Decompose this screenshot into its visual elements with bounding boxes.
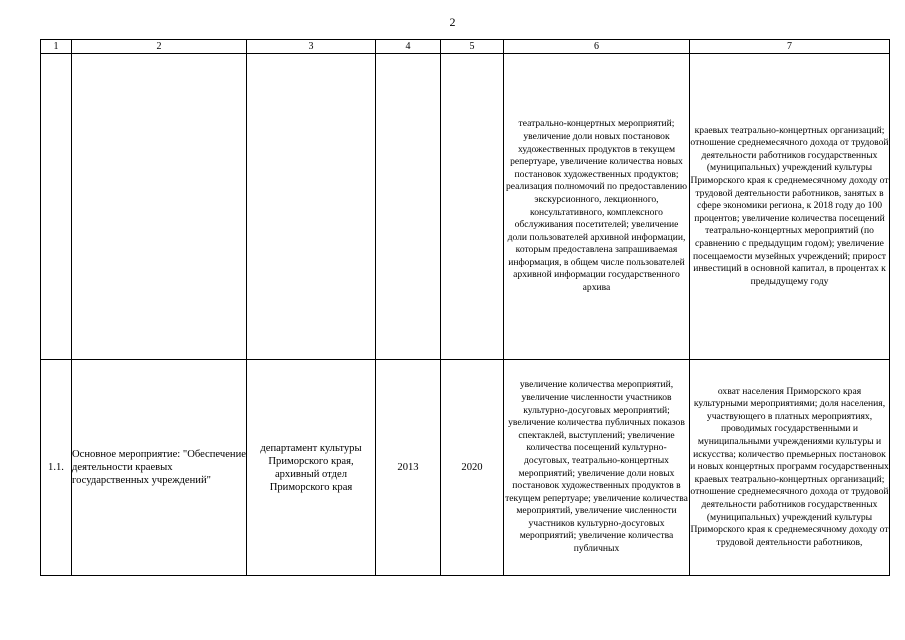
row2-start-year-cell: 2013: [376, 360, 441, 576]
row2-executor-cell: департамент культуры Приморского края, архивный отдел Приморского края: [247, 360, 376, 576]
table-row-1-1: [41, 360, 890, 576]
column-header-6: 6: [504, 40, 690, 54]
column-header-2: 2: [72, 40, 247, 54]
row1-col5-empty: [441, 54, 504, 360]
header-row: [41, 40, 890, 54]
column-header-5: 5: [441, 40, 504, 54]
row1-indicators-cell: краевых театрально-концертных организаций; отношение среднемесячного дохода от трудовой деятельности работников государственных (муниципальных) учреждений культуры Приморского края к среднемесячному доходу от трудовой деятельности работников, занятых в сфере экономики региона, к 2018 году до 100 процентов; увеличение количества посещений театрально-концертных мероприятий (по сравнению с предыдущим годом); увеличение посещаемости музейных учреждений; прирост инвестиций в основной капитал, в процентах к предыдущему году: [690, 54, 890, 360]
row1-col4-empty: [376, 54, 441, 360]
program-table: [40, 39, 890, 576]
row1-tasks-cell: театрально-концертных мероприятий; увеличение доли новых постановок художественных продуктов в текущем репертуаре, увеличение количества новых постановок художественных продуктов; реализация полномочий по предоставлению экскурсионного, лекционного, консультативного, комплексного обслуживания посетителей; увеличение доли пользователей архивной информации, которым предоставлена запрашиваемая информация, в общем числе пользователей архивной информации государственного архива: [504, 54, 690, 360]
row2-number-cell: 1.1.: [41, 360, 72, 576]
table-row-continuation: [41, 54, 890, 360]
column-header-3: 3: [247, 40, 376, 54]
row2-activity-name-cell: Основное мероприятие: "Обеспечение деятельности краевых государственных учреждений": [72, 360, 247, 576]
column-header-7: 7: [690, 40, 890, 54]
page-number: 2: [449, 15, 456, 29]
row1-col2-empty: [72, 54, 247, 360]
row1-col1-empty: [41, 54, 72, 360]
column-header-4: 4: [376, 40, 441, 54]
row1-col3-empty: [247, 54, 376, 360]
row2-end-year-cell: 2020: [441, 360, 504, 576]
row2-tasks-cell: увеличение количества мероприятий, увеличение численности участников культурно-досуговых мероприятий; увеличение количества публичных показов спектаклей, выступлений; увеличение количества посещений культурно-досуговых, театрально-концертных мероприятий; увеличение доли новых постановок художественных продуктов в текущем репертуаре; увеличение количества мероприятий, увеличение численности участников культурно-досуговых мероприятий; увеличение количества публичных: [504, 360, 690, 576]
row2-indicators-cell: охват населения Приморского края культурными мероприятиями; доля населения, участвующего в платных мероприятиях, проводимых государственными и муниципальными учреждениями культуры и искусства; количество премьерных постановок и новых концертных программ государственных краевых театрально-концертных организаций; отношение среднемесячного дохода от трудовой деятельности работников государственных (муниципальных) учреждений культуры Приморского края к среднемесячному доходу от трудовой деятельности работников,: [690, 360, 890, 576]
column-header-1: 1: [41, 40, 72, 54]
